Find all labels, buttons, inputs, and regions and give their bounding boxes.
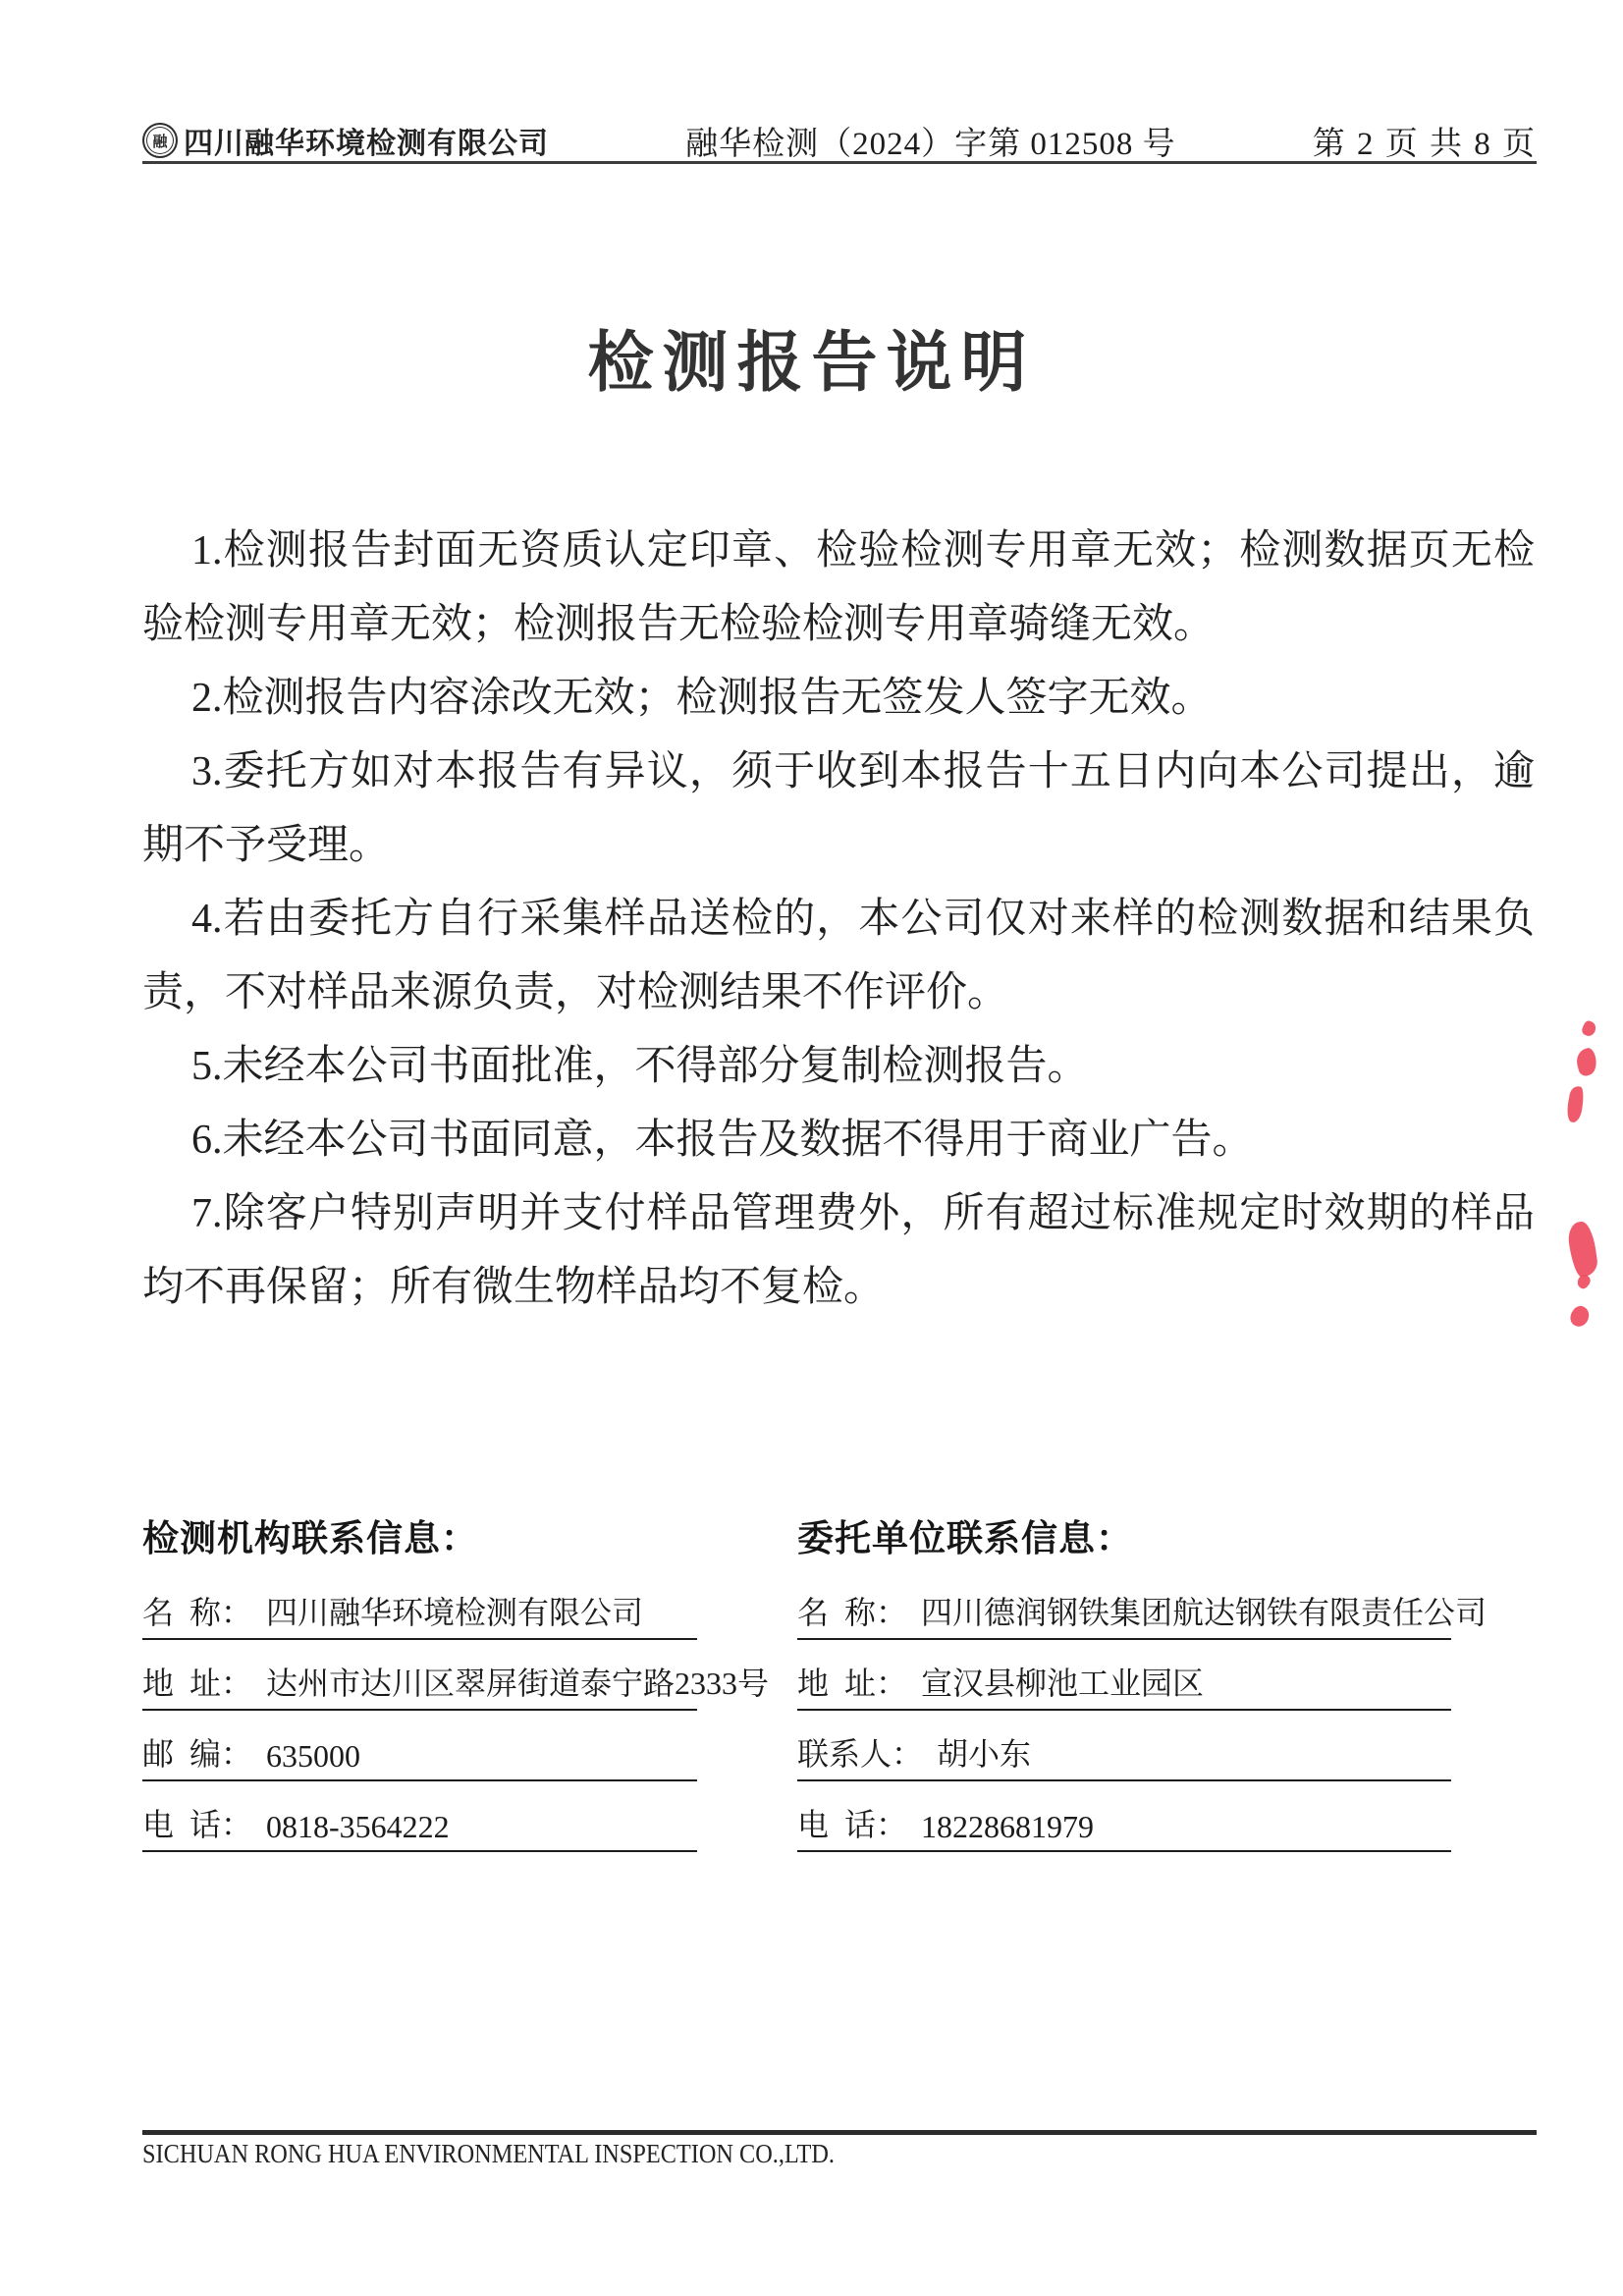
header-doc-number: 融华检测（2024）字第 012508 号 [685, 126, 1176, 162]
header-divider [142, 161, 1537, 164]
note-paragraph-4: 4.若由委托方自行采集样品送检的，本公司仅对来样的检测数据和结果负责，不对样品来源负责，对检测结果不作评价。 [142, 897, 1535, 1015]
client-name-value: 四川德润钢铁集团航达钢铁有限责任公司 [921, 1595, 1488, 1630]
client-contact-section [797, 1508, 1488, 1852]
note-paragraph-3: 3.委托方如对本报告有异议，须于收到本报告十五日内向本公司提出，逾期不予受理。 [142, 749, 1535, 868]
agency-phone-row [142, 1781, 697, 1852]
agency-phone-value: 0818-3564222 [266, 1809, 450, 1844]
client-name-label: 名 称： [797, 1595, 908, 1630]
client-address-row [797, 1640, 1451, 1711]
agency-address-label: 地 址： [142, 1666, 253, 1701]
header-company-name: 四川融华环境检测有限公司 [184, 128, 549, 160]
client-address-label: 地 址： [797, 1666, 908, 1701]
client-contactperson-row [797, 1711, 1451, 1781]
client-phone-label: 电 话： [797, 1807, 908, 1842]
client-address-value: 宣汉县柳池工业园区 [921, 1666, 1205, 1701]
agency-phone-label: 电 话： [142, 1807, 253, 1842]
agency-contact-heading: 检测机构联系信息： [142, 1518, 478, 1558]
note-paragraph-1: 1.检测报告封面无资质认定印章、检验检测专用章无效；检测数据页无检验检测专用章无效；检测报告无检验检测专用章骑缝无效。 [142, 528, 1535, 647]
agency-name-row [142, 1569, 697, 1640]
client-phone-value: 18228681979 [921, 1809, 1095, 1844]
red-seal-fragment [1574, 1047, 1599, 1077]
client-phone-row [797, 1781, 1451, 1852]
client-name-row [797, 1569, 1488, 1640]
client-contactperson-value: 胡小东 [937, 1736, 1032, 1772]
agency-postcode-row [142, 1711, 697, 1781]
client-contact-heading: 委托单位联系信息： [797, 1518, 1133, 1558]
red-seal-fragment [1567, 1303, 1593, 1330]
agency-name-value: 四川融华环境检测有限公司 [266, 1595, 644, 1630]
agency-name-label: 名 称： [142, 1595, 253, 1630]
agency-address-value: 达州市达川区翠屏街道泰宁路2333号 [266, 1666, 770, 1701]
note-paragraph-5: 5.未经本公司书面批准，不得部分复制检测报告。 [191, 1044, 1089, 1089]
red-seal-fragment [1580, 1019, 1597, 1038]
red-seal-fragment [1566, 1220, 1599, 1278]
company-seal-icon: 融 [142, 123, 178, 158]
header-page-number: 第 2 页 共 8 页 [1312, 126, 1537, 162]
header-company-group [142, 119, 549, 162]
note-paragraph-7: 7.除客户特别声明并支付样品管理费外，所有超过标准规定时效期的样品均不再保留；所有微生物样品均不复检。 [142, 1191, 1535, 1310]
agency-postcode-label: 邮 编： [142, 1736, 253, 1772]
client-contactperson-label: 联系人： [797, 1736, 924, 1772]
report-notes [142, 515, 1535, 1325]
red-seal-fragment [1575, 1273, 1593, 1290]
red-seal-fragment [1565, 1085, 1586, 1123]
agency-address-row [142, 1640, 770, 1711]
page-header [142, 118, 1537, 163]
agency-postcode-value: 635000 [266, 1738, 361, 1774]
note-paragraph-2: 2.检测报告内容涂改无效；检测报告无签发人签字无效。 [191, 676, 1213, 721]
page-title: 检测报告说明 [587, 327, 1036, 400]
footer-company-en: SICHUAN RONG HUA ENVIRONMENTAL INSPECTION CO.,LTD. [142, 2139, 836, 2168]
agency-contact-section [142, 1508, 770, 1852]
note-paragraph-6: 6.未经本公司书面同意，本报告及数据不得用于商业广告。 [191, 1118, 1254, 1163]
footer-divider [142, 2130, 1537, 2135]
